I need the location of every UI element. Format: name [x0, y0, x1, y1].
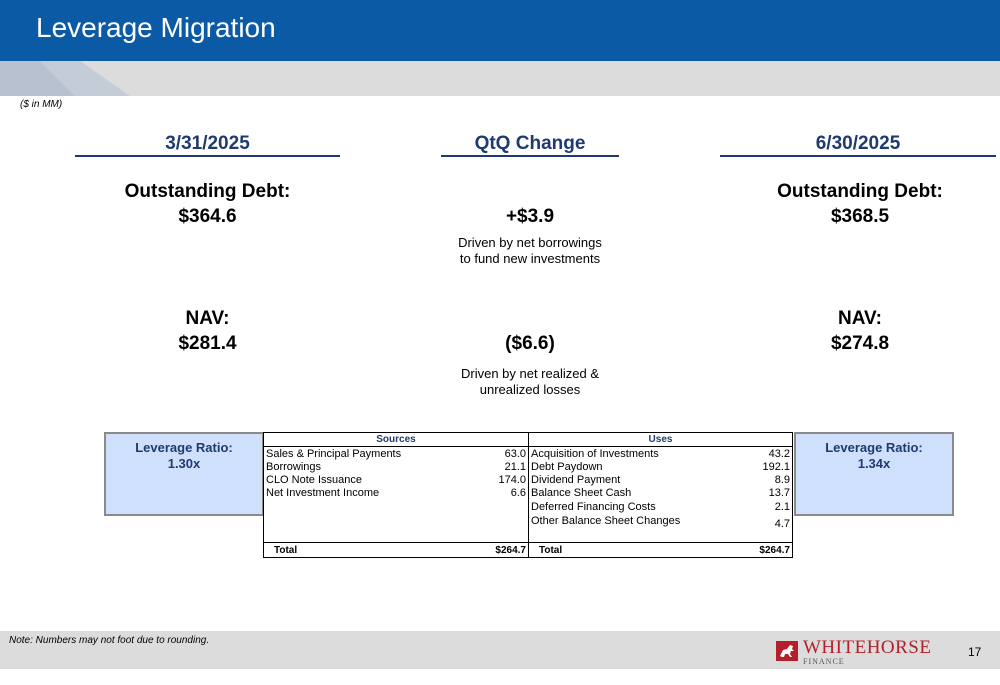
nav-label-right: NAV:	[838, 308, 882, 329]
nav-value-left: $281.4	[178, 333, 237, 354]
source-label: Sales & Principal Payments	[266, 448, 402, 460]
nav-change: ($6.6)	[505, 333, 555, 354]
source-value: 21.1	[504, 461, 526, 473]
use-label: Acquisition of Investments	[531, 448, 659, 460]
debt-change-note-2: to fund new investments	[459, 251, 601, 266]
sources-row	[264, 448, 528, 461]
use-label: Balance Sheet Cash	[531, 487, 632, 499]
use-label: Other Balance Sheet Changes	[531, 515, 681, 527]
use-label: Debt Paydown	[531, 461, 603, 473]
sources-row	[264, 461, 528, 474]
uses-total-value: $264.7	[759, 545, 790, 556]
leverage-ratio-value-left: 1.30x	[167, 456, 201, 471]
use-value: 192.1	[762, 461, 790, 473]
source-value: 6.6	[510, 487, 526, 499]
uses-row	[529, 487, 792, 500]
header-banner	[0, 0, 1000, 96]
debt-value-left: $364.6	[178, 206, 237, 227]
uses-row	[529, 474, 792, 487]
nav-label-left: NAV:	[185, 308, 230, 329]
use-value: 43.2	[768, 448, 790, 460]
debt-change: +$3.9	[505, 206, 555, 227]
logo-subtext: FINANCE	[803, 657, 845, 666]
nav-change-note-2: unrealized losses	[479, 382, 581, 397]
page-title: Leverage Migration	[36, 12, 276, 43]
sources-header: Sources	[264, 433, 528, 447]
column-heading-left: 3/31/2025	[165, 133, 250, 154]
column-rule-left	[75, 155, 340, 157]
column-heading-right: 6/30/2025	[815, 133, 901, 154]
uses-total-label: Total	[539, 545, 563, 556]
uses-row	[529, 515, 792, 528]
sources-total-value: $264.7	[495, 545, 526, 556]
debt-change-note-1: Driven by net borrowings	[458, 235, 602, 250]
footer	[0, 631, 1000, 669]
debt-value-right: $368.5	[830, 206, 890, 227]
leverage-ratio-box-left	[104, 432, 264, 516]
uses-row	[529, 501, 792, 514]
use-value: 2.1	[774, 501, 790, 513]
sources-row	[264, 474, 528, 487]
leverage-ratio-label-left: Leverage Ratio:	[135, 440, 233, 455]
footnote: Note: Numbers may not foot due to rounding.	[9, 635, 210, 646]
source-label: Net Investment Income	[266, 487, 380, 499]
nav-change-note-1: Driven by net realized &	[460, 366, 599, 381]
leverage-ratio-value-right: 1.34x	[857, 456, 891, 471]
page-number: 17	[968, 645, 982, 659]
debt-label-left: Outstanding Debt:	[124, 181, 291, 202]
nav-value-right: $274.8	[830, 333, 890, 354]
totals-row	[264, 542, 792, 558]
uses-row	[529, 461, 792, 474]
sources-uses-table	[263, 432, 793, 558]
column-rule-right	[720, 155, 996, 157]
sources-total-label: Total	[274, 545, 298, 556]
use-value: 8.9	[774, 474, 790, 486]
uses-row	[529, 448, 792, 461]
source-value: 174.0	[498, 474, 526, 486]
logo-wordmark: WHITEHORSE	[803, 637, 932, 658]
column-heading-middle: QtQ Change	[474, 133, 586, 154]
use-value: 4.7	[774, 518, 790, 530]
source-label: Borrowings	[266, 461, 322, 473]
sources-row	[264, 487, 528, 500]
units-note: ($ in MM)	[20, 99, 63, 110]
horse-icon	[776, 641, 798, 661]
use-value: 13.7	[768, 487, 790, 499]
source-value: 63.0	[504, 448, 526, 460]
use-label: Dividend Payment	[531, 474, 621, 486]
debt-label-right: Outstanding Debt:	[777, 181, 943, 202]
source-label: CLO Note Issuance	[266, 474, 362, 486]
leverage-ratio-box-right	[794, 432, 954, 516]
leverage-ratio-label-right: Leverage Ratio:	[825, 440, 923, 455]
uses-header: Uses	[529, 433, 792, 447]
use-label: Deferred Financing Costs	[531, 501, 656, 513]
column-rule-middle	[441, 155, 619, 157]
